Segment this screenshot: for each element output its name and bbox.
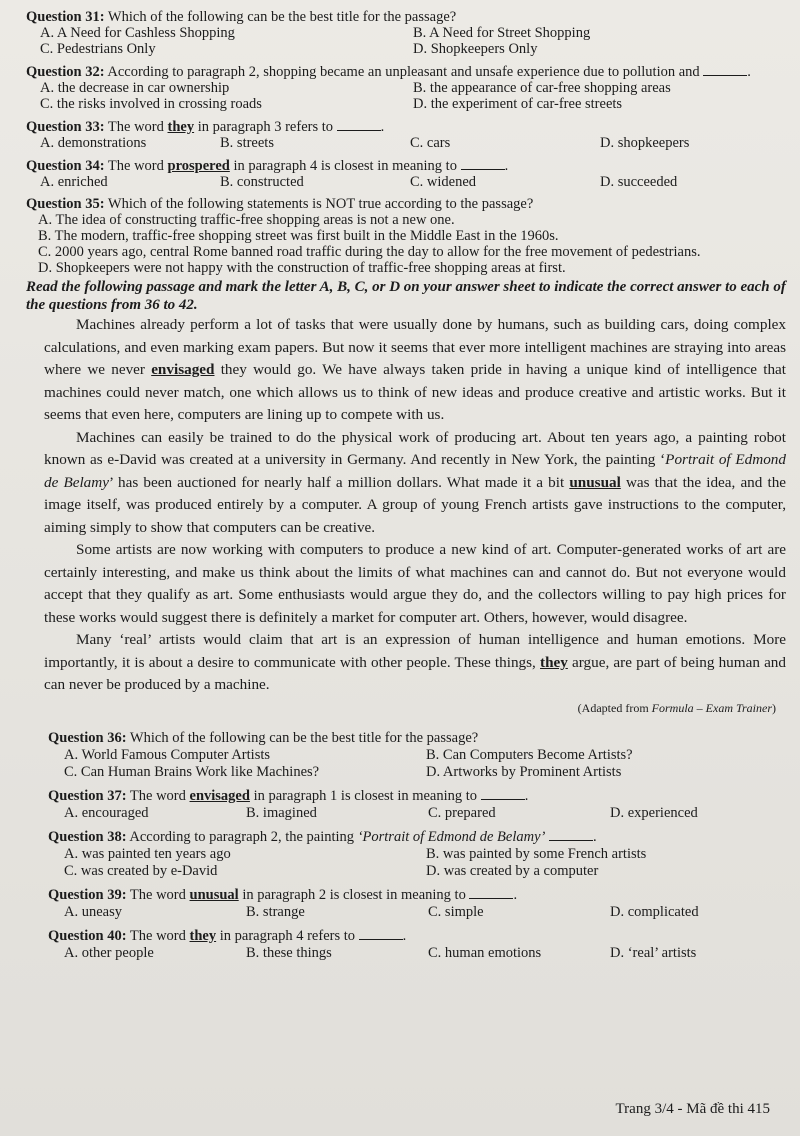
- highlighted-word: prospered: [167, 158, 230, 174]
- text: was that the idea, and the image itself, was produced entirely by a computer. A group of young French artists gave instructions to the computer, aiming simply to show that computers can be creative.: [44, 473, 787, 536]
- question-number: Question 32:: [26, 64, 105, 80]
- question-number: Question 39:: [48, 886, 127, 903]
- paragraph-2: [26, 427, 786, 540]
- highlighted-word: they: [167, 119, 195, 135]
- option-a: A. the decrease in car ownership: [40, 80, 230, 96]
- question-stem: The word: [129, 886, 186, 903]
- option-c: C. human emotions: [428, 944, 542, 961]
- option-a: A. enriched: [40, 174, 108, 190]
- option-d: D. experienced: [610, 804, 698, 821]
- text: they would go. We have always taken pride in having a unique kind of intelligence that machines could never match, one which allows us to think of new ideas and produce creative and artistic works. But it seems that even here, computers are lining up to compete with us.: [44, 361, 787, 423]
- answer-blank: [703, 63, 747, 76]
- option-c: C. widened: [410, 174, 477, 190]
- question-stem: Which of the following statements is NOT true according to the passage?: [107, 196, 534, 212]
- paragraph-4: [26, 629, 786, 697]
- option-b: B. A Need for Street Shopping: [413, 25, 591, 41]
- text: (Adapted from: [577, 700, 649, 715]
- option-a: A. other people: [64, 944, 154, 961]
- question-32: Question 32: According to paragraph 2, shopping became an unpleasant and unsafe experience due to pollution and . A. the decrease in car ownership B. the appearance of car-free shopping areas C. the risks involved in crossing roads D. the experiment of car-free streets: [26, 63, 786, 112]
- question-38: Question 38: According to paragraph 2, the painting ‘Portrait of Edmond de Belamy’ . A. was painted ten years ago B. was painted by some French artists C. was created by e-David D. was created by a computer: [26, 828, 786, 880]
- question-stem: The word: [129, 787, 186, 804]
- option-d: D. succeeded: [600, 174, 678, 190]
- option-b: B. the appearance of car-free shopping areas: [413, 80, 671, 96]
- option-d: D. Artworks by Prominent Artists: [426, 763, 622, 780]
- option-b: B. imagined: [246, 804, 317, 821]
- highlighted-word: unusual: [189, 886, 239, 903]
- question-stem: Which of the following can be the best title for the passage?: [107, 9, 457, 25]
- highlighted-word: envisaged: [189, 787, 250, 804]
- option-c: C. Pedestrians Only: [40, 41, 156, 57]
- question-number: Question 33:: [26, 119, 105, 135]
- highlighted-word: they: [189, 927, 217, 944]
- text: Many ‘real’ artists would claim that art is an expression of human intelligence and human emotions. More importantly, it is about a desire to communicate with other people. These things,: [44, 631, 786, 671]
- question-number: Question 36:: [48, 729, 127, 746]
- option-d: D. ‘real’ artists: [610, 944, 697, 961]
- page-footer: Trang 3/4 - Mã đề thi 415: [615, 1101, 770, 1117]
- highlighted-word: unusual: [569, 473, 621, 491]
- question-stem: The word: [107, 158, 164, 174]
- option-b: B. The modern, traffic-free shopping street was first built in the Middle East in the 1960s.: [38, 228, 559, 244]
- question-stem: According to paragraph 2, the painting: [129, 828, 355, 845]
- option-b: B. was painted by some French artists: [426, 845, 647, 862]
- reading-passage: [26, 314, 786, 697]
- option-d: D. shopkeepers: [600, 135, 690, 151]
- question-stem-rest: in paragraph 3 refers to: [197, 119, 334, 135]
- option-a: A. World Famous Computer Artists: [64, 746, 271, 763]
- painting-title: Portrait of Edmond de Belamy: [44, 451, 786, 491]
- option-b: B. constructed: [220, 174, 304, 190]
- option-c: C. prepared: [428, 804, 496, 821]
- question-stem: According to paragraph 2, shopping became an unpleasant and unsafe experience due to pollution and: [107, 64, 700, 80]
- answer-blank: [549, 828, 593, 841]
- question-number: Question 38:: [48, 828, 127, 845]
- passage-source: [26, 701, 786, 716]
- question-stem: The word: [129, 927, 186, 944]
- question-number: Question 37:: [48, 787, 127, 804]
- option-b: B. strange: [246, 903, 305, 920]
- answer-blank: [461, 157, 505, 170]
- answer-blank: [469, 886, 513, 899]
- option-b: B. these things: [246, 944, 332, 961]
- option-d: D. Shopkeepers were not happy with the construction of traffic-free shopping areas at first.: [38, 260, 566, 276]
- option-c: C. cars: [410, 135, 451, 151]
- source-title: Formula – Exam Trainer: [651, 700, 772, 715]
- option-d: D. complicated: [610, 903, 699, 920]
- option-a: A. demonstrations: [40, 135, 147, 151]
- option-d: D. was created by a computer: [426, 862, 599, 879]
- question-35: [26, 196, 786, 276]
- option-a: A. The idea of constructing traffic-free shopping areas is not a new one.: [38, 212, 455, 228]
- question-stem-rest: in paragraph 4 is closest in meaning to: [233, 158, 457, 174]
- text: ): [772, 700, 776, 715]
- option-a: A. uneasy: [64, 903, 122, 920]
- question-stem-rest: in paragraph 2 is closest in meaning to: [242, 886, 466, 903]
- question-31: [26, 9, 786, 57]
- option-b: B. streets: [220, 135, 274, 151]
- option-c: C. 2000 years ago, central Rome banned road traffic during the day to allow for the free movement of pedestrians.: [38, 244, 701, 260]
- option-d: D. Shopkeepers Only: [413, 41, 538, 57]
- option-a: A. encouraged: [64, 804, 149, 821]
- option-c: C. simple: [428, 903, 484, 920]
- option-b: B. Can Computers Become Artists?: [426, 746, 633, 763]
- option-c: C. was created by e-David: [64, 862, 218, 879]
- question-37: Question 37: The word envisaged in paragraph 1 is closest in meaning to . A. encouraged B. imagined C. prepared D. experienced: [26, 787, 786, 822]
- question-number: Question 31:: [26, 9, 105, 25]
- option-a: A. A Need for Cashless Shopping: [40, 25, 235, 41]
- question-number: Question 34:: [26, 158, 105, 174]
- text: Machines already perform a lot of tasks that were usually done by humans, such as building cars, doing complex calculations, and even marking exam papers. But now it seems that ever more intelligent machines are straying into areas where we never: [44, 316, 786, 378]
- option-c: C. the risks involved in crossing roads: [40, 96, 262, 112]
- question-stem-rest: in paragraph 4 refers to: [219, 927, 356, 944]
- question-stem-rest: in paragraph 1 is closest in meaning to: [253, 787, 478, 804]
- question-number: Question 40:: [48, 927, 127, 944]
- answer-blank: [337, 118, 381, 131]
- question-number: Question 35:: [26, 196, 105, 212]
- question-33: Question 33: The word they in paragraph 3 refers to . A. demonstrations B. streets C. cars D. shopkeepers: [26, 118, 786, 151]
- question-39: Question 39: The word unusual in paragraph 2 is closest in meaning to . A. uneasy B. strange C. simple D. complicated: [26, 886, 786, 921]
- text: Machines can easily be trained to do the physical work of producing art. About ten years ago, a painting robot known as e-David was created at a university in Germany. And recently in New York, the painting ‘: [44, 428, 786, 468]
- question-40: Question 40: The word they in paragraph 4 refers to . A. other people B. these things C. human emotions D. ‘real’ artists: [26, 927, 786, 962]
- answer-blank: [359, 927, 403, 940]
- highlighted-word: envisaged: [151, 361, 215, 378]
- option-d: D. the experiment of car-free streets: [413, 96, 623, 112]
- paragraph-3: Some artists are now working with computers to produce a new kind of art. Computer-generated works of art are certainly interesting, and make us think about the limits of what machines can and cannot do. But not everyone would accept that they qualify as art. Some enthusiasts would argue they do, and the collectors willing to pay high prices for these works would suggest there is definitely a market for computer art. Others, however, would disagree.: [44, 541, 786, 626]
- section-instruction: Read the following passage and mark the letter A, B, C, or D on your answer sheet to indicate the correct answer to each of the questions from 36 to 42.: [26, 279, 786, 313]
- paragraph-1: [26, 314, 786, 427]
- question-36: [26, 730, 786, 781]
- text: argue, are part of being human and can never be produced by a machine.: [44, 653, 786, 693]
- highlighted-word: they: [540, 653, 568, 671]
- question-34: Question 34: The word prospered in paragraph 4 is closest in meaning to . A. enriched B. constructed C. widened D. succeeded: [26, 157, 786, 190]
- answer-blank: [481, 787, 525, 800]
- text: ’ has been auctioned for nearly half a million dollars. What made it a bit: [109, 473, 565, 491]
- option-a: A. was painted ten years ago: [64, 845, 231, 862]
- option-c: C. Can Human Brains Work like Machines?: [64, 763, 320, 780]
- question-stem: Which of the following can be the best title for the passage?: [129, 729, 479, 746]
- painting-title: ‘Portrait of Edmond de Belamy’: [357, 828, 546, 845]
- question-stem: The word: [107, 119, 164, 135]
